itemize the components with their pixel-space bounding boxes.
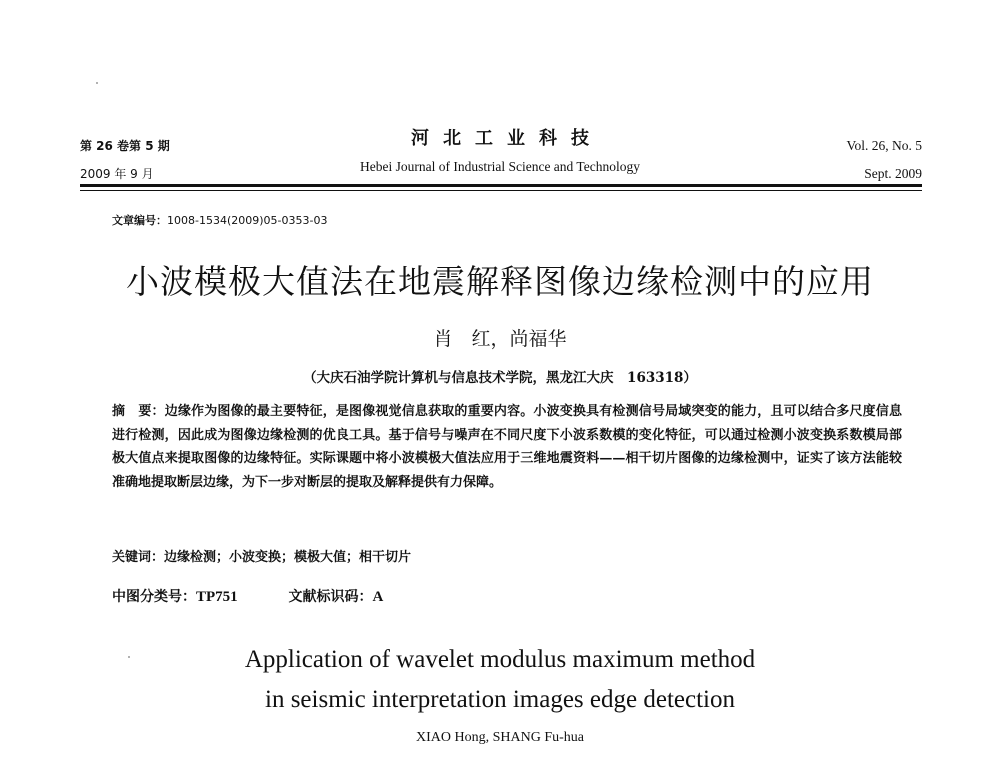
paper-title-cn: 小波模极大值法在地震解释图像边缘检测中的应用 bbox=[126, 262, 874, 301]
paper-title-en-line1: Application of wavelet modulus maximum method bbox=[244, 646, 756, 673]
journal-title-block bbox=[300, 124, 700, 180]
authors-cn: 肖 红，尚福华 bbox=[433, 328, 567, 350]
doc-code-label: 文献标识码： bbox=[288, 589, 373, 605]
journal-issue-en bbox=[846, 132, 922, 188]
keywords-label: 关键词： bbox=[112, 550, 165, 565]
journal-name-cn: 河北工业科技 bbox=[411, 128, 603, 149]
affiliation-cn: （大庆石油学院计算机与信息技术学院，黑龙江大庆 163318） bbox=[303, 370, 697, 386]
doc-code-value: A bbox=[372, 589, 384, 605]
journal-issue-cn bbox=[80, 132, 170, 188]
journal-name-en: Hebei Journal of Industrial Science and Technology bbox=[360, 159, 640, 174]
paper-title-en bbox=[100, 640, 900, 720]
article-number-label: 文章编号： bbox=[112, 214, 167, 227]
abstract-label: 摘 要： bbox=[112, 404, 165, 419]
clc-label: 中图分类号： bbox=[112, 589, 196, 605]
header-rule-thick bbox=[80, 184, 922, 187]
clc-value: TP751 bbox=[196, 589, 238, 605]
keywords-text: 边缘检测；小波变换；模极大值；相干切片 bbox=[164, 550, 412, 565]
article-number bbox=[112, 212, 327, 228]
header-rule-thin bbox=[80, 190, 922, 191]
abstract-text: 边缘作为图像的最主要特征，是图像视觉信息获取的重要内容。小波变换具有检测信号局域突变的能力，且可以结合多尺度信息进行检测，因此成为图像边缘检测的优良工具。基于信号与噪声在不同尺度下小波系数模的变化特征，可以通过检测小波变换系数模局部极大值点来提取图像的边缘特征。实际课题中将小波模极大值法应用于三维地震资料——相干切片图像的边缘检测中，证实了该方法能较准确地提取断层边缘，为下一步对断层的提取及解释提供有力保障。 bbox=[112, 404, 902, 490]
volume-issue-en: Vol. 26, No. 5 bbox=[846, 138, 922, 153]
article-number-value: 1008-1534(2009)05-0353-03 bbox=[167, 214, 328, 227]
date-cn: 2009 年 9 月 bbox=[80, 167, 154, 181]
paper-title-en-line2: in seismic interpretation images edge detection bbox=[265, 686, 735, 713]
authors-en: XIAO Hong, SHANG Fu-hua bbox=[416, 730, 584, 745]
volume-issue-cn: 第 26 卷第 5 期 bbox=[80, 139, 170, 153]
abstract-cn bbox=[112, 400, 902, 494]
classification-line bbox=[112, 586, 902, 606]
date-en: Sept. 2009 bbox=[864, 166, 922, 181]
scan-speck bbox=[96, 82, 98, 84]
keywords-cn bbox=[112, 546, 902, 565]
